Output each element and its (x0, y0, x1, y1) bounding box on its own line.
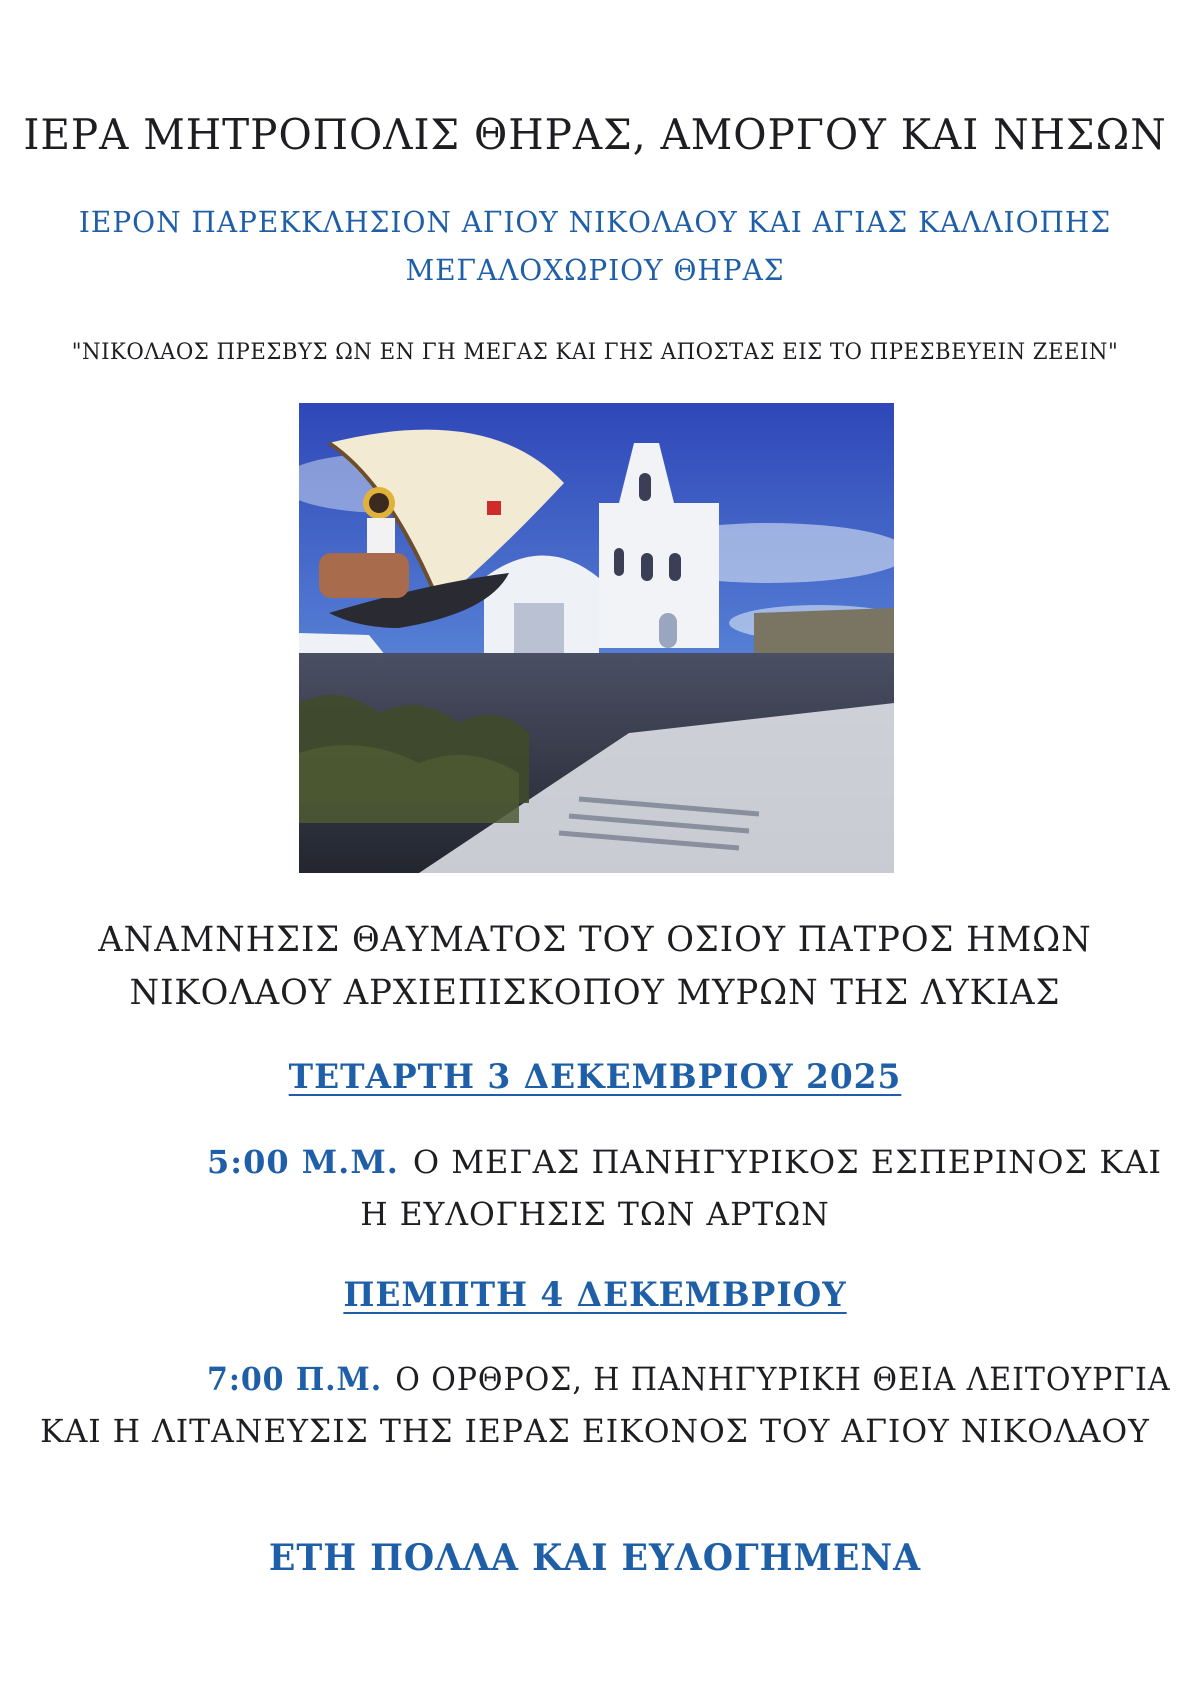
chapel-name-line2: ΜΕΓΑΛΟΧΩΡΙΟΥ ΘΗΡΑΣ (405, 253, 785, 287)
vespers-description: Ο ΜΕΓΑΣ ΠΑΝΗΓΥΡΙΚΟΣ ΕΣΠΕΡΙΝΟΣ ΚΑΙ (412, 1143, 1162, 1181)
metropolis-title: ΙΕΡΑ ΜΗΤΡΟΠΟΛΙΣ ΘΗΡΑΣ, ΑΜΟΡΓΟΥ ΚΑΙ ΝΗΣΩΝ (23, 110, 1167, 159)
liturgy-description: Ο ΟΡΘΡΟΣ, Η ΠΑΝΗΓΥΡΙΚΗ ΘΕΙΑ ΛΕΙΤΟΥΡΓΙΑ (395, 1360, 1171, 1398)
vespers-service-line2: Η ΕΥΛΟΓΗΣΙΣ ΤΩΝ ΑΡΤΩΝ (360, 1195, 830, 1233)
event-date-wednesday: ΤΕΤΑΡΤΗ 3 ΔΕΚΕΜΒΡΙΟΥ 2025 (288, 1057, 902, 1097)
liturgy-service-line1 (207, 1360, 1170, 1398)
closing-greeting: ΕΤΗ ΠΟΛΛΑ ΚΑΙ ΕΥΛΟΓΗΜΕΝΑ (268, 1537, 922, 1579)
hymn-quote: "ΝΙΚΟΛΑΟΣ ΠΡΕΣΒΥΣ ΩΝ ΕΝ ΓΗ ΜΕΓΑΣ ΚΑΙ ΓΗΣ ΑΠΟΣΤΑΣ ΕΙΣ ΤΟ ΠΡΕΣΒΕΥΕΙΝ ΖΕΕΙΝ" (71, 340, 1119, 365)
liturgy-time: 7:00 Π.Μ. (207, 1360, 383, 1398)
occasion-line2: ΝΙΚΟΛΑΟΥ ΑΡΧΙΕΠΙΣΚΟΠΟΥ ΜΥΡΩΝ ΤΗΣ ΛΥΚΙΑΣ (129, 973, 1061, 1013)
event-date-thursday: ΠΕΜΠΤΗ 4 ΔΕΚΕΜΒΡΙΟΥ (343, 1275, 847, 1315)
chapel-photo (299, 403, 894, 873)
vespers-time: 5:00 Μ.Μ. (207, 1143, 399, 1181)
liturgy-service-line2: ΚΑΙ Η ΛΙΤΑΝΕΥΣΙΣ ΤΗΣ ΙΕΡΑΣ ΕΙΚΟΝΟΣ ΤΟΥ ΑΓΙΟΥ ΝΙΚΟΛΑΟΥ (40, 1412, 1150, 1450)
occasion-line1: ΑΝΑΜΝΗΣΙΣ ΘΑΥΜΑΤΟΣ ΤΟΥ ΟΣΙΟΥ ΠΑΤΡΟΣ ΗΜΩΝ (98, 920, 1092, 960)
vespers-service-line1 (207, 1143, 1162, 1181)
chapel-name-line1: ΙΕΡΟΝ ΠΑΡΕΚΚΛΗΣΙΟΝ ΑΓΙΟΥ ΝΙΚΟΛΑΟΥ ΚΑΙ ΑΓΙΑΣ ΚΑΛΛΙΟΠΗΣ (78, 205, 1112, 239)
